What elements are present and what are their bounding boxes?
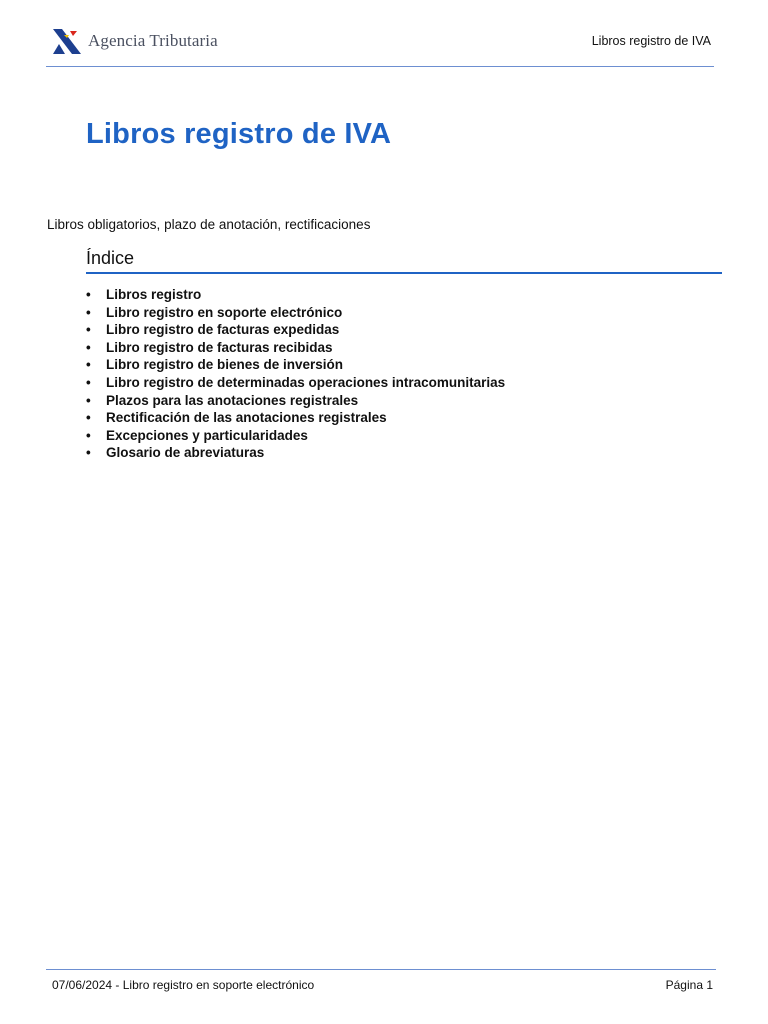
index-item[interactable] [86, 374, 505, 392]
footer-date-title: 07/06/2024 - Libro registro en soporte electrónico [52, 978, 315, 992]
document-title: Libros registro de IVA [86, 118, 392, 150]
bullet: • [86, 322, 91, 338]
bullet: • [86, 427, 91, 443]
index-item[interactable] [86, 392, 505, 410]
index-item[interactable] [86, 444, 505, 462]
bullet: • [86, 304, 91, 320]
index-list [86, 286, 505, 462]
document-subtitle: Libros obligatorios, plazo de anotación, rectificaciones [47, 217, 371, 232]
index-heading: Índice [86, 248, 722, 274]
page-header [46, 22, 714, 67]
header-title: Libros registro de IVA [591, 34, 711, 48]
agencia-tributaria-logo [50, 26, 218, 56]
index-item[interactable] [86, 409, 505, 427]
index-item-label: Libros registro [106, 287, 202, 302]
index-item[interactable] [86, 286, 505, 304]
page-footer [46, 969, 716, 1000]
index-item-label: Plazos para las anotaciones registrales [106, 392, 359, 408]
index-item-label: Libro registro de bienes de inversión [106, 357, 344, 373]
index-item[interactable] [86, 339, 505, 357]
index-item-label: Libro registro de facturas expedidas [106, 322, 340, 338]
bullet: • [86, 374, 91, 390]
bullet: • [86, 410, 91, 426]
index-item-label: Libro registro en soporte electrónico [106, 304, 343, 320]
index-item[interactable] [86, 304, 505, 322]
logo-text: Agencia Tributaria [88, 31, 218, 50]
index-item-label: Excepciones y particularidades [106, 427, 308, 443]
bullet: • [86, 392, 91, 408]
footer-page-number: Página 1 [665, 978, 713, 992]
index-item[interactable] [86, 427, 505, 445]
index-item-label: Rectificación de las anotaciones registrales [106, 410, 387, 426]
index-item[interactable] [86, 321, 505, 339]
index-item-label: Libro registro de determinadas operaciones intracomunitarias [106, 374, 506, 390]
bullet: • [86, 445, 91, 461]
index-item-label: Glosario de abreviaturas [106, 445, 265, 461]
bullet: • [86, 357, 91, 373]
bullet: • [86, 339, 91, 355]
bullet: • [86, 287, 91, 302]
index-item[interactable] [86, 356, 505, 374]
agencia-tributaria-logo-icon [50, 26, 84, 56]
index-item-label: Libro registro de facturas recibidas [106, 339, 333, 355]
